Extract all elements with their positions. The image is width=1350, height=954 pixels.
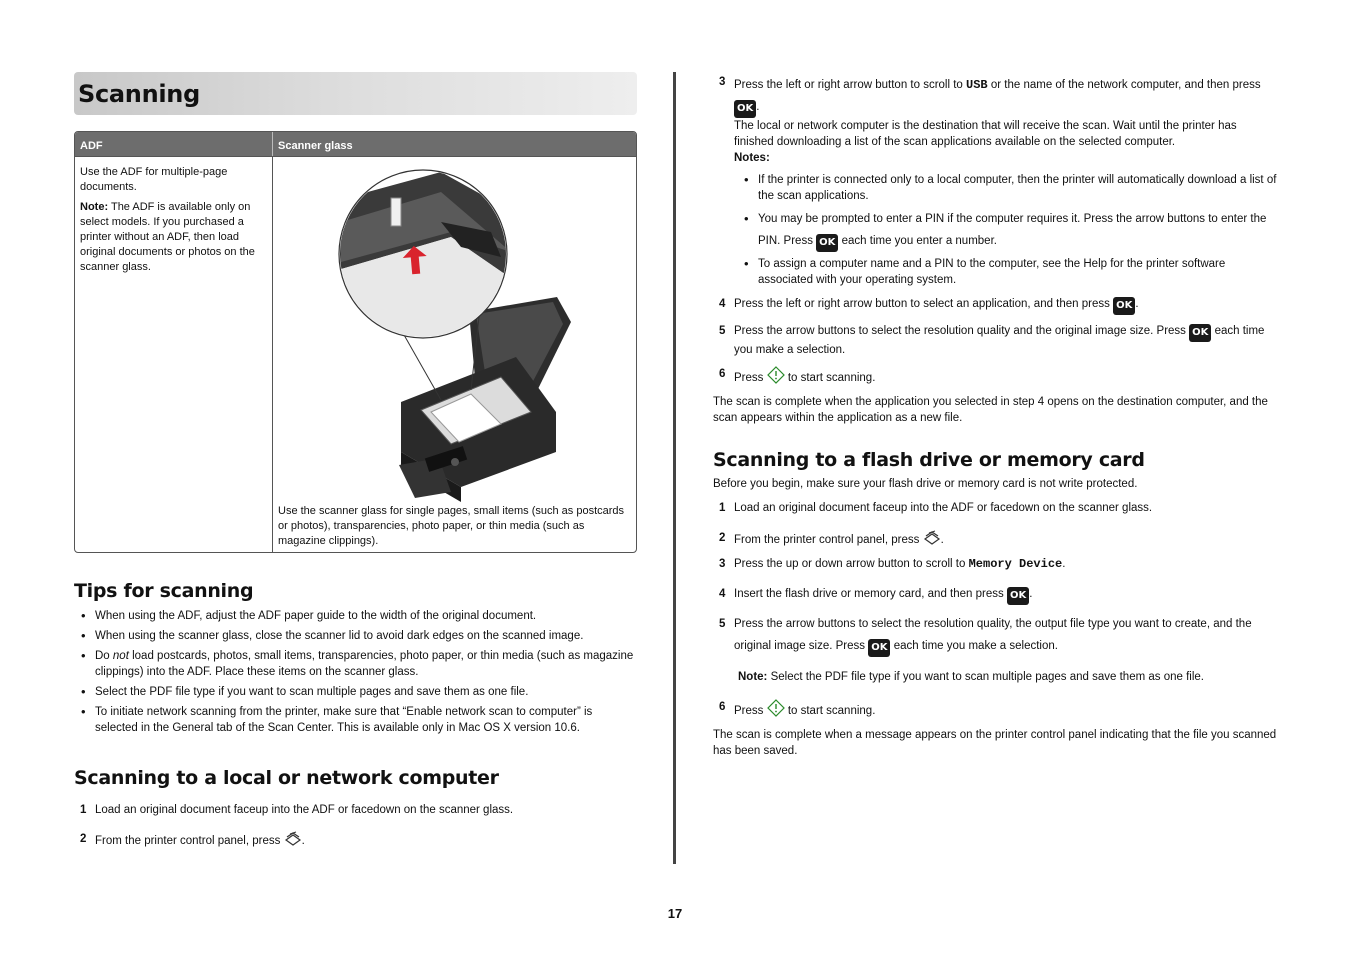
step-number: 4 — [719, 298, 726, 310]
ok-button-icon: OK — [1007, 587, 1029, 605]
step-item: 4 Press the left or right arrow button to select an application, and then press OK . — [713, 296, 1278, 315]
header-scanner-glass: Scanner glass — [278, 140, 353, 152]
right-column — [713, 74, 1278, 759]
note-text: Select the PDF file type if you want to scan multiple pages and save them as one file. — [770, 671, 1204, 683]
step-item — [74, 802, 637, 818]
step-number: 2 — [719, 532, 726, 544]
printer-scanner-illustration — [331, 162, 613, 502]
scanner-glass-cell — [273, 157, 636, 553]
step-item: 2 From the printer control panel, press . — [719, 532, 944, 546]
step-number: 3 — [719, 558, 726, 570]
note-item — [734, 208, 1278, 252]
step-item — [713, 500, 1278, 516]
header-adf: ADF — [75, 132, 273, 156]
flash-heading: Scanning to a flash drive or memory card — [713, 449, 1145, 471]
note-text: each time you enter a number. — [841, 235, 997, 247]
step-text: to start scanning. — [787, 705, 876, 717]
step-text: Press the arrow buttons to select the resolution quality, the output file type you want to create, and the original image size. Press — [734, 618, 1252, 652]
step-number: 4 — [719, 588, 726, 600]
ok-button-icon: OK — [734, 100, 756, 118]
step-text: Press the arrow buttons to select the resolution quality and the original image size. Press — [734, 325, 1186, 337]
tip-item: • When using the scanner glass, close the scanner lid to avoid dark edges on the scanned image. — [74, 628, 637, 644]
step-text: From the printer control panel, press — [95, 835, 281, 847]
step-text: From the printer control panel, press — [734, 534, 920, 546]
step-text: each time you make a selection. — [893, 640, 1058, 652]
step-item — [713, 323, 1278, 358]
page-title: Scanning — [78, 79, 200, 108]
code-text: USB — [966, 78, 988, 92]
table-header — [75, 132, 636, 156]
tip-emphasis: not — [112, 650, 129, 662]
ok-button-icon: OK — [1113, 297, 1135, 315]
local-heading: Scanning to a local or network computer — [74, 767, 499, 789]
step-item: 3 Press the up or down arrow button to scroll to Memory Device. — [719, 557, 1066, 571]
step-number: 6 — [719, 368, 726, 380]
step-text: Insert the flash drive or memory card, and then press — [734, 588, 1004, 600]
step-number: 3 — [719, 76, 726, 88]
step-text: Press — [734, 705, 764, 717]
adf-note-label: Note: — [80, 201, 109, 213]
note-item: • If the printer is connected only to a local computer, then the printer will automatically download a list of the scan applications. — [734, 172, 1278, 204]
scan-icon — [284, 831, 302, 847]
tip-item: • When using the ADF, adjust the ADF paper guide to the width of the original document. — [74, 608, 637, 624]
step-text: each time you make a selection. — [734, 325, 1265, 356]
ok-button-icon: OK — [868, 639, 890, 657]
note-text: You may be prompted to enter a PIN if the computer requires it. Press the arrow buttons to enter the PIN. Press — [758, 213, 1267, 247]
step-item — [713, 613, 1278, 685]
step-number: 5 — [719, 618, 726, 630]
tip-item — [74, 648, 637, 680]
note-label: Note: — [738, 671, 768, 683]
ok-button-icon: OK — [1189, 324, 1211, 342]
local-complete-text: The scan is complete when the application you selected in step 4 opens on the destination computer, and the scan appears within the application as a new file. — [713, 396, 1268, 424]
tip-text: load postcards, photos, small items, transparencies, photo paper, or thin media (such as magazine clippings) into the ADF. Place these items on the scanner glass. — [95, 650, 634, 678]
step-number: 6 — [719, 701, 726, 713]
start-icon — [767, 699, 785, 717]
step-text: Press — [734, 372, 764, 384]
flash-note — [738, 669, 1278, 685]
flash-steps-list — [713, 500, 1278, 719]
page-number: 17 — [667, 906, 683, 921]
ok-button-icon: OK — [816, 234, 838, 252]
step-number: 5 — [719, 325, 726, 337]
start-icon — [767, 366, 785, 384]
step-text: Load an original document faceup into the ADF or facedown on the scanner glass. — [734, 502, 1153, 514]
scan-method-table — [74, 131, 637, 553]
tips-list — [74, 608, 637, 740]
adf-text: Use the ADF for multiple-page documents. — [80, 166, 228, 193]
note-item: • To assign a computer name and a PIN to the computer, see the Help for the printer software associated with your operating system. — [734, 256, 1278, 288]
notes-list — [734, 172, 1278, 288]
step-item: 4 Insert the flash drive or memory card, and then press OK . — [713, 586, 1278, 605]
step-text: Load an original document faceup into the ADF or facedown on the scanner glass. — [95, 804, 514, 816]
local-steps-continued — [713, 74, 1278, 386]
step-text: Press the left or right arrow button to scroll to — [734, 79, 963, 91]
step-description: The local or network computer is the destination that will receive the scan. Wait until the printer has finished downloading a list of the scan applications available on the selected computer. — [734, 120, 1237, 148]
table-body — [75, 156, 636, 553]
local-steps-list — [74, 802, 637, 862]
flash-complete-text: The scan is complete when a message appears on the printer control panel indicating that the file you scanned has been saved. — [713, 729, 1277, 757]
tip-item: • To initiate network scanning from the printer, make sure that “Enable network scan to computer” is selected in the General tab of the Scan Center. This is available only in Mac OS X version 10.6. — [74, 704, 637, 736]
step-text: or the name of the network computer, and then press — [990, 79, 1261, 91]
step-item: 2 From the printer control panel, press . — [80, 833, 305, 847]
adf-note-text: The ADF is available only on select models. If you purchased a printer without an ADF, then load original documents or photos on the scanner glass. — [80, 201, 255, 273]
scan-icon — [923, 530, 941, 546]
step-item: 3 Press the left or right arrow button to scroll to USB or the name of the network computer, and then press OK . The local or network computer is the destination that will receive the scan. Wait until the printer has finished downloading a list of the scan applications available on the selected computer. Notes: • If the printer is connected only to a local computer, then the printer will automatically download a list of the scan applications. • You may be prompted to enter a PIN if the computer requires it. Press the arrow buttons to enter the PIN. Press OK each time you enter a number. • To assign a computer name and a PIN to the computer, see the Help for the printer software associated with your operating system. — [713, 74, 1278, 288]
step-text: to start scanning. — [787, 372, 876, 384]
flash-intro: Before you begin, make sure your flash drive or memory card is not write protected. — [713, 478, 1138, 490]
adf-note — [80, 200, 267, 275]
column-divider — [673, 72, 676, 864]
step-item — [713, 699, 1278, 719]
step-number: 2 — [80, 833, 87, 845]
step-text: Press the left or right arrow button to select an application, and then press — [734, 298, 1110, 310]
step-item — [713, 366, 1278, 386]
step-number: 1 — [719, 502, 726, 514]
step-number: 1 — [80, 804, 87, 816]
scanner-glass-text: Use the scanner glass for single pages, small items (such as postcards or photos), transparencies, photo paper, or thin media (such as magazine clippings). — [278, 505, 625, 547]
tips-heading: Tips for scanning — [74, 580, 254, 602]
notes-label: Notes: — [734, 152, 770, 164]
tip-item: • Select the PDF file type if you want to scan multiple pages and save them as one file. — [74, 684, 637, 700]
tip-prefix: Do — [95, 650, 110, 662]
step-text: Press the up or down arrow button to scroll to — [734, 558, 966, 570]
left-column — [74, 72, 637, 847]
code-text: Memory Device — [968, 557, 1063, 571]
title-bar — [74, 72, 637, 115]
adf-cell — [75, 157, 273, 553]
